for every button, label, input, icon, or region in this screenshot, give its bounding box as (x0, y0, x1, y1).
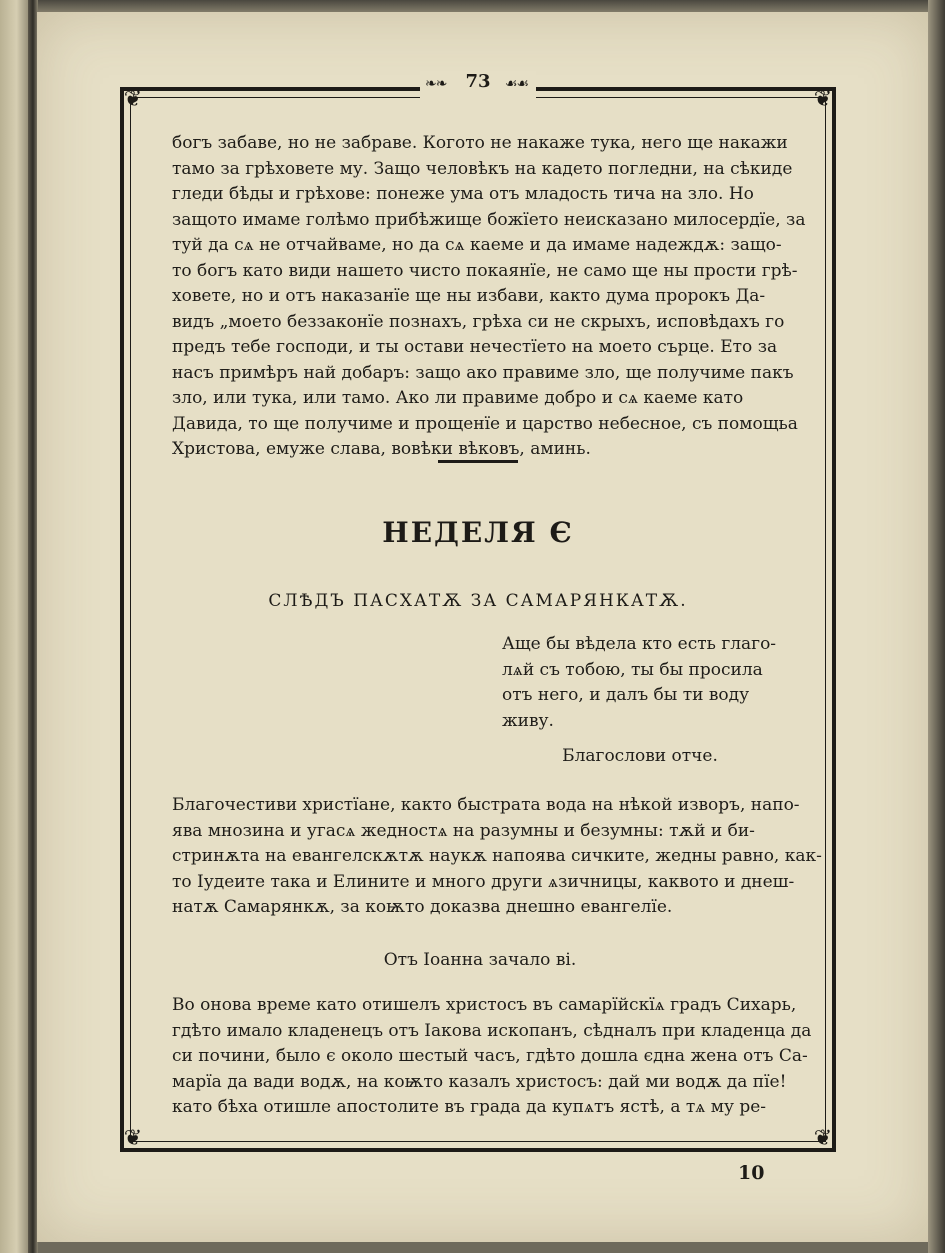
corner-ornament-icon: ❦ (813, 87, 833, 112)
corner-ornament-icon: ❦ (813, 1126, 833, 1151)
text-line: то богъ като види нашето чисто покаянїе, не само ще ны прости грѣ- (172, 260, 798, 281)
text-line: видъ „моето беззаконїе познахъ, грѣха си не скрыхъ, исповѣдахъ го (172, 311, 785, 332)
text-line: тамо за грѣховете му. Защо человѣкъ на кадето погледни, на сѣкиде (172, 158, 793, 179)
corner-ornament-icon: ❦ (123, 1126, 143, 1151)
text-line: като бѣха отишле апостолите въ града да купѧтъ ястѣ, а тѧ му ре- (172, 1097, 767, 1117)
text-line: Христова, емуже слава, вовѣки вѣковъ, аминь. (172, 439, 591, 459)
text-line: то Іудеите така и Елините и много други ѧзичницы, каквото и днеш- (172, 871, 795, 892)
leaf-ornament-right-icon: ☙☙ (505, 76, 529, 92)
text-line: ховете, но и отъ наказанїе ще ны избави, както дума пророкъ Да- (172, 286, 766, 306)
epigraph (502, 632, 788, 734)
text-line: Давида, то ще получиме и прощенїе и царство небесное, съ помощьа (172, 413, 798, 434)
book-right-edge (928, 0, 945, 1253)
blessing-line: Благослови отче. (562, 746, 718, 766)
leaf-ornament-left-icon: ❧❧ (425, 76, 447, 92)
text-line: ява мнозина и угасѧ жедностѧ на разумны и безумны: тѫй и би- (172, 820, 755, 841)
section-divider (438, 460, 518, 463)
paragraph-gospel-reading (172, 993, 812, 1121)
facing-page-edge (0, 0, 30, 1253)
signature-mark: 10 (738, 1162, 765, 1184)
page-number: 73 (420, 71, 536, 99)
text-line: гдѣто имало кладенецъ отъ Іакова ископанъ, сѣдналъ при кладенца да (172, 1020, 812, 1041)
text-line: натѫ Самарянкѫ, за коѭто доказва днешно евангелїе. (172, 897, 673, 917)
text-line: предъ тебе господи, и ты остави нечестїето на моето сърце. Ето за (172, 337, 778, 357)
text-line: насъ примѣръ най добаръ: защо ако правиме зло, ще получиме пакъ (172, 362, 794, 383)
text-line: лѧй съ тобою, ты бы просила (502, 659, 763, 680)
text-line: живу. (502, 710, 554, 731)
text-line: марїа да вади водѫ, на коѭто казалъ христосъ: дай ми водѫ да пїе! (172, 1071, 787, 1092)
text-line: защото имаме голѣмо прибѣжище божїето неисказано милосердїе, за (172, 209, 806, 230)
text-line: отъ него, и далъ бы ти воду (502, 685, 750, 705)
text-line: Благочестиви христїане, както быстрата вода на нѣкой изворъ, напо- (172, 795, 800, 815)
paragraph-sermon-end (172, 131, 806, 463)
corner-ornament-icon: ❦ (123, 87, 143, 112)
section-title: НЕДЕЛЯ Є (382, 516, 574, 549)
section-subtitle: СЛѢДЪ ПАСХАТѪ ЗА САМАРЯНКАТѪ. (268, 591, 688, 611)
text-line: си почини, было є около шестый часъ, гдѣто дошла єдна жена отъ Са- (172, 1046, 808, 1066)
text-line: Аще бы вѣдела кто есть глаго- (502, 634, 777, 654)
text-line: гледи бѣды и грѣхове: понеже ума отъ младость тича на зло. Но (172, 184, 754, 204)
text-line: Во онова време като отишелъ христосъ въ самарїйскїѧ градъ Сихарь, (172, 995, 797, 1015)
text-line: богъ забаве, но не забраве. Когото не накаже тука, него ще накажи (172, 133, 788, 153)
text-line: стринѫта на евангелскѫтѫ наукѫ напоява сичките, жедны равно, как- (172, 846, 822, 866)
paragraph-introduction (172, 793, 822, 921)
reading-reference: Отъ Іоанна зачало ві. (383, 950, 577, 970)
text-line: туй да сѧ не отчайваме, но да сѧ каеме и да имаме надеждѫ: защо- (172, 235, 782, 255)
text-line: зло, или тука, или тамо. Ако ли правиме добро и сѧ каеме като (172, 388, 744, 408)
